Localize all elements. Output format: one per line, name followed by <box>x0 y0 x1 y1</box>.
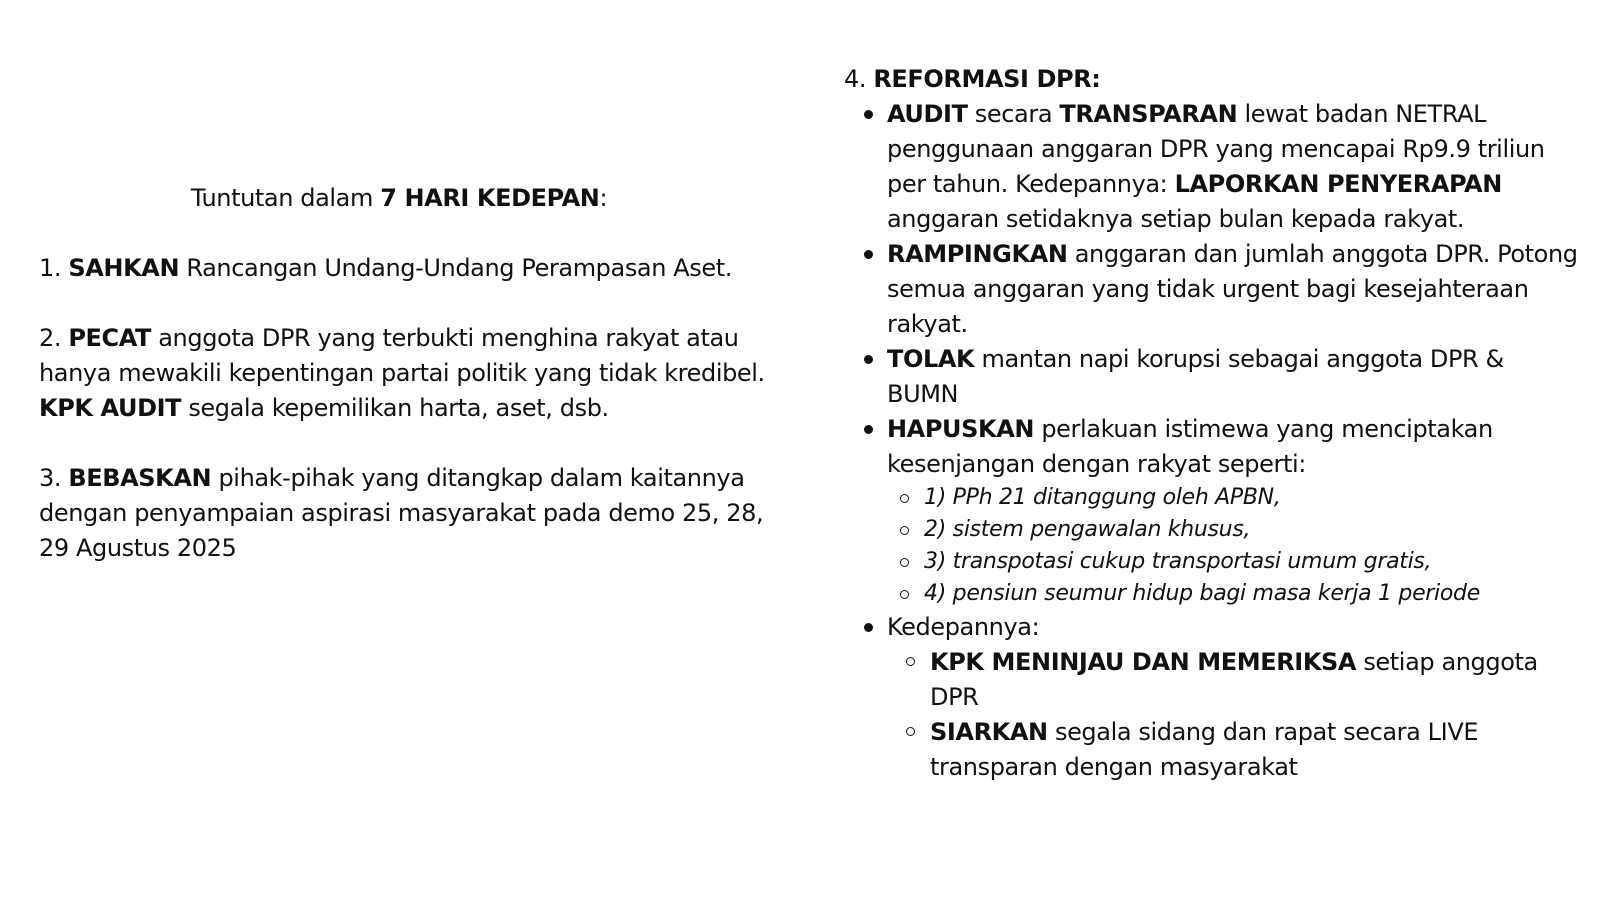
bullet-text: mantan napi korupsi sebagai anggota DPR & BUMN <box>887 345 1504 408</box>
reform-bullet-list <box>844 97 1579 785</box>
sub-item: 1) PPh 21 ditanggung oleh APBN, <box>924 482 1579 514</box>
bullet-rampingkan <box>887 237 1579 342</box>
sub-item: 2) sistem pengawalan khusus, <box>924 514 1579 546</box>
sub-keyword: KPK MENINJAU DAN MEMERIKSA <box>930 648 1357 676</box>
bullet-hapuskan <box>887 412 1579 610</box>
bullet-text: anggaran dan jumlah anggota DPR. Potong semua anggaran yang tidak urgent bagi kesejahteraan rakyat. <box>887 240 1578 338</box>
future-sub-list <box>887 645 1579 785</box>
item-keyword: SAHKAN <box>68 254 180 282</box>
sub-item: 3) transpotasi cukup transportasi umum gratis, <box>924 546 1579 578</box>
sub-text: setiap anggota DPR <box>930 648 1538 711</box>
item-number: 2. <box>39 324 69 352</box>
section-title-bold: REFORMASI DPR: <box>873 65 1101 93</box>
demand-item-2 <box>39 321 779 426</box>
section-number: 4. <box>844 65 874 93</box>
section-title <box>844 62 1579 97</box>
item-text-2: segala kepemilikan harta, aset, dsb. <box>181 394 609 422</box>
item-text: Rancangan Undang-Undang Perampasan Aset. <box>179 254 733 282</box>
heading-suffix: : <box>599 184 608 212</box>
item-keyword-2: KPK AUDIT <box>39 394 182 422</box>
sub-keyword: SIARKAN <box>930 718 1048 746</box>
bullet-tolak <box>887 342 1579 412</box>
bullet-text: secara <box>967 100 1060 128</box>
bullet-text-2: lewat badan NETRAL penggunaan anggaran DPR yang mencapai Rp9.9 triliun per tahun. Kedepannya: <box>887 100 1545 198</box>
bullet-keyword: TOLAK <box>887 345 975 373</box>
demand-item-1 <box>39 251 779 286</box>
reformasi-dpr-section <box>844 62 1579 785</box>
item-keyword: BEBASKAN <box>68 464 212 492</box>
item-text: anggota DPR yang terbukti menghina rakyat atau hanya mewakili kepentingan partai politik yang tidak kredibel. <box>39 324 765 387</box>
bullet-audit <box>887 97 1579 237</box>
sub-item-siarkan <box>930 715 1579 785</box>
bullet-keyword-2: TRANSPARAN <box>1059 100 1238 128</box>
heading-prefix: Tuntutan dalam <box>190 184 381 212</box>
item-text: pihak-pihak yang ditangkap dalam kaitannya dengan penyampaian aspirasi masyarakat pada demo 25, 28, 29 Agustus 2025 <box>39 464 764 562</box>
item-number: 3. <box>39 464 69 492</box>
bullet-keyword: AUDIT <box>887 100 968 128</box>
bullet-kedepannya <box>887 610 1579 785</box>
item-keyword: PECAT <box>68 324 152 352</box>
bullet-keyword: RAMPINGKAN <box>887 240 1068 268</box>
bullet-text: perlakuan istimewa yang menciptakan kesenjangan dengan rakyat seperti: <box>887 415 1493 478</box>
privilege-sub-list <box>887 482 1579 610</box>
bullet-keyword-3: LAPORKAN PENYERAPAN <box>1174 170 1502 198</box>
demand-item-3 <box>39 461 779 566</box>
demands-heading <box>39 181 759 216</box>
bullet-text-3: anggaran setidaknya setiap bulan kepada rakyat. <box>887 205 1465 233</box>
sub-text: segala sidang dan rapat secara LIVE transparan dengan masyarakat <box>930 718 1479 781</box>
item-number: 1. <box>39 254 69 282</box>
demands-7-days <box>39 181 779 601</box>
sub-item-kpk <box>930 645 1579 715</box>
sub-item: 4) pensiun seumur hidup bagi masa kerja 1 periode <box>924 578 1579 610</box>
heading-deadline: 7 HARI KEDEPAN <box>380 184 600 212</box>
bullet-keyword: HAPUSKAN <box>887 415 1035 443</box>
bullet-text: Kedepannya: <box>887 613 1040 641</box>
